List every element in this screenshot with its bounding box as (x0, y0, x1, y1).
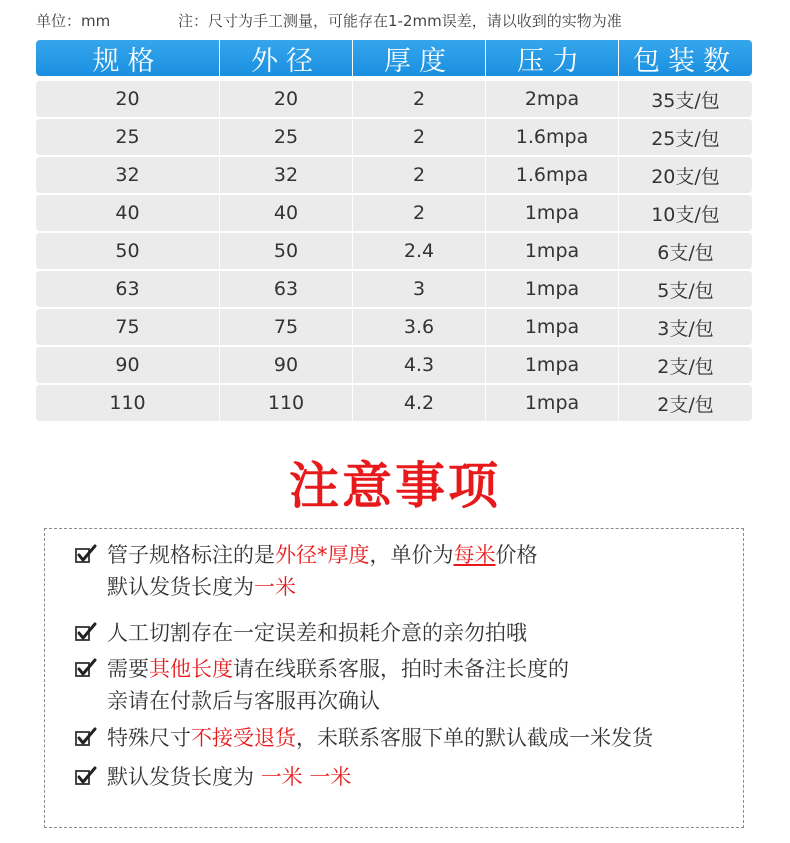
notice-text: 管子规格标注的是 (107, 543, 275, 567)
notice-text: 需要 (107, 657, 149, 681)
cell-outer-diameter: 110 (220, 385, 352, 421)
cell-pressure: 1mpa (486, 271, 618, 307)
notice-text: 默认发货长度为 (107, 765, 261, 789)
cell-thickness: 2 (353, 157, 485, 193)
cell-spec: 75 (36, 309, 219, 345)
cell-package-count: 3支/包 (619, 309, 752, 345)
cell-outer-diameter: 40 (220, 195, 352, 231)
notice-item (75, 653, 735, 717)
checkbox-checked-icon (75, 544, 97, 564)
highlight-text: 不接受退货 (191, 726, 296, 750)
highlight-text: 外径*厚度 (275, 543, 370, 567)
highlight-text: 一米 (254, 575, 296, 599)
cell-package-count: 6支/包 (619, 233, 752, 269)
notice-box (44, 528, 744, 828)
notice-text: 价格 (495, 543, 538, 567)
cell-spec: 63 (36, 271, 219, 307)
cell-thickness: 2 (353, 195, 485, 231)
cell-pressure: 1.6mpa (486, 157, 618, 193)
notice-text: 特殊尺寸 (107, 726, 191, 750)
notice-line (75, 685, 735, 717)
cell-spec: 90 (36, 347, 219, 383)
cell-spec: 40 (36, 195, 219, 231)
cell-spec: 20 (36, 81, 219, 117)
cell-outer-diameter: 63 (220, 271, 352, 307)
measurement-note: 注：尺寸为手工测量，可能存在1-2mm误差，请以收到的实物为准 (178, 12, 622, 30)
cell-thickness: 3 (353, 271, 485, 307)
notice-line (75, 617, 735, 649)
cell-pressure: 1mpa (486, 233, 618, 269)
cell-outer-diameter: 75 (220, 309, 352, 345)
cell-spec: 32 (36, 157, 219, 193)
cell-package-count: 25支/包 (619, 119, 752, 155)
notice-text: ，未联系客服下单的默认截成一米发货 (296, 726, 653, 750)
cell-thickness: 2.4 (353, 233, 485, 269)
cell-pressure: 1mpa (486, 309, 618, 345)
highlight-text: 一米 一米 (260, 765, 352, 789)
checkbox-checked-icon (75, 658, 97, 678)
cell-spec: 110 (36, 385, 219, 421)
cell-outer-diameter: 20 (220, 81, 352, 117)
notice-text: 人工切割存在一定误差和损耗介意的亲勿拍哦 (107, 621, 527, 645)
highlight-text: 其他长度 (149, 657, 233, 681)
cell-pressure: 1mpa (486, 347, 618, 383)
cell-pressure: 1mpa (486, 385, 618, 421)
cell-pressure: 2mpa (486, 81, 618, 117)
header-outer-diameter: 外径 (220, 40, 352, 76)
checkbox-checked-icon (75, 766, 97, 786)
top-note (36, 10, 766, 34)
cell-spec: 50 (36, 233, 219, 269)
cell-package-count: 5支/包 (619, 271, 752, 307)
notice-line (75, 653, 735, 685)
notice-line (75, 761, 735, 793)
notice-item (75, 761, 735, 793)
notice-text: ，单价为 (369, 543, 454, 567)
cell-spec: 25 (36, 119, 219, 155)
header-spec: 规格 (36, 40, 219, 76)
cell-package-count: 2支/包 (619, 385, 752, 421)
cell-package-count: 2支/包 (619, 347, 752, 383)
cell-outer-diameter: 32 (220, 157, 352, 193)
cell-thickness: 3.6 (353, 309, 485, 345)
spec-table (36, 40, 752, 423)
cell-package-count: 35支/包 (619, 81, 752, 117)
unit-label: 单位：mm (36, 12, 111, 30)
notice-text: 默认发货长度为 (107, 575, 254, 599)
notice-item (75, 722, 735, 754)
notice-line (75, 722, 735, 754)
header-thickness: 厚度 (353, 40, 485, 76)
cell-thickness: 2 (353, 119, 485, 155)
cell-package-count: 20支/包 (619, 157, 752, 193)
cell-thickness: 4.3 (353, 347, 485, 383)
highlight-text: 每米 (453, 543, 496, 567)
cell-package-count: 10支/包 (619, 195, 752, 231)
cell-outer-diameter: 90 (220, 347, 352, 383)
notice-line (75, 539, 735, 571)
cell-pressure: 1mpa (486, 195, 618, 231)
header-package-count: 包装数 (619, 40, 752, 76)
notice-item (75, 617, 735, 649)
notice-line (75, 571, 735, 603)
notice-text: 请在线联系客服，拍时未备注长度的 (233, 657, 569, 681)
header-pressure: 压力 (486, 40, 618, 76)
cell-thickness: 2 (353, 81, 485, 117)
checkbox-checked-icon (75, 622, 97, 642)
checkbox-checked-icon (75, 727, 97, 747)
cell-outer-diameter: 25 (220, 119, 352, 155)
notice-item (75, 539, 735, 603)
cell-pressure: 1.6mpa (486, 119, 618, 155)
cell-outer-diameter: 50 (220, 233, 352, 269)
notice-title: 注意事项 (289, 457, 501, 515)
notice-text: 亲请在付款后与客服再次确认 (107, 689, 380, 713)
cell-thickness: 4.2 (353, 385, 485, 421)
